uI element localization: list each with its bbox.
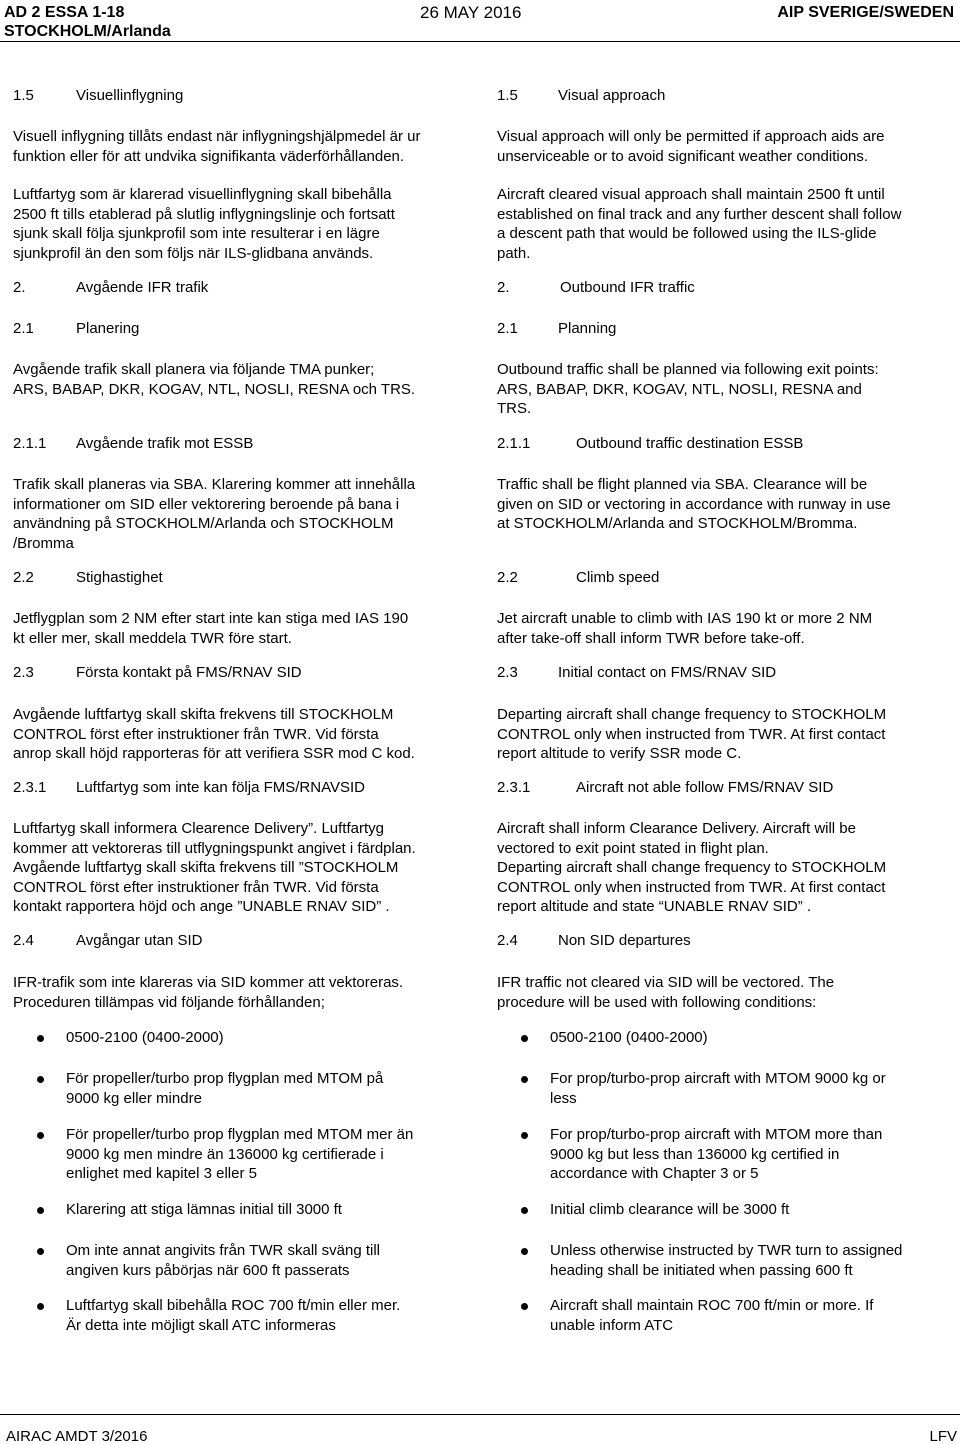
section-title: Aircraft not able follow FMS/RNAV SID bbox=[576, 779, 834, 796]
section-title: Första kontakt på FMS/RNAV SID bbox=[76, 664, 302, 681]
text-line: Avgående luftfartyg skall skifta frekvens till ”STOCKHOLM bbox=[13, 859, 399, 876]
section-number: 2.2 bbox=[497, 569, 518, 586]
text-line: 2500 ft tills etablerad på slutlig inflygningslinje och fortsatt bbox=[13, 205, 395, 223]
text-line: a descent path that would be followed using the ILS-glide bbox=[497, 225, 877, 242]
paragraph-not-able-follow bbox=[497, 819, 957, 917]
bullet-dot-icon bbox=[37, 1132, 44, 1139]
section-title: Visual approach bbox=[558, 87, 666, 104]
text-line: enlighet med kapitel 3 eller 5 bbox=[66, 1165, 257, 1182]
text-line: angiven kurs påbörjas när 600 ft passerats bbox=[66, 1261, 350, 1279]
section-number: 2.3 bbox=[13, 664, 34, 681]
text-line: funktion eller för att undvika signifikanta väderförhållanden. bbox=[13, 147, 405, 165]
text-line: kt eller mer, skall meddela TWR före start. bbox=[13, 629, 292, 647]
bullet-dot-icon bbox=[37, 1303, 44, 1310]
section-title: Visuellinflygning bbox=[76, 87, 184, 104]
bullet-text bbox=[66, 1069, 383, 1108]
text-line: CONTROL först efter instruktioner från TWR. Vid första bbox=[13, 725, 379, 743]
text-line: CONTROL only when instructed from TWR. At first contact bbox=[497, 725, 886, 743]
bullet-dot-icon bbox=[521, 1303, 528, 1310]
text-line: Klarering att stiga lämnas initial till 3000 ft bbox=[66, 1201, 342, 1218]
section-heading-2-3-1 bbox=[497, 778, 957, 798]
paragraph-planning bbox=[13, 360, 473, 399]
publisher-name: AIP SVERIGE/SWEDEN bbox=[777, 4, 954, 21]
paragraph-non-sid bbox=[13, 973, 473, 1012]
section-heading-2-1 bbox=[13, 319, 473, 339]
section-title: Avgående IFR trafik bbox=[76, 279, 209, 296]
text-line: För propeller/turbo prop flygplan med MTOM mer än bbox=[66, 1126, 414, 1143]
text-line: IFR traffic not cleared via SID will be vectored. The bbox=[497, 974, 835, 991]
text-line: accordance with Chapter 3 or 5 bbox=[550, 1165, 759, 1182]
text-line: ARS, BABAP, DKR, KOGAV, NTL, NOSLI, RESNA och TRS. bbox=[13, 380, 416, 398]
bullet-dot-icon bbox=[37, 1248, 44, 1255]
text-line: unable inform ATC bbox=[550, 1316, 674, 1334]
section-heading-2 bbox=[13, 278, 473, 298]
text-line: Visuell inflygning tillåts endast när inflygningshjälpmedel är ur bbox=[13, 128, 421, 145]
bullet-text bbox=[66, 1028, 224, 1048]
section-number: 1.5 bbox=[13, 87, 34, 104]
section-number: 2.4 bbox=[497, 932, 518, 949]
section-heading-2-1-1 bbox=[13, 434, 473, 454]
text-line: Jet aircraft unable to climb with IAS 190 kt or more 2 NM bbox=[497, 610, 873, 627]
section-number: 2.1 bbox=[13, 320, 34, 337]
text-line: report altitude to verify SSR mode C. bbox=[497, 745, 742, 762]
text-line: Outbound traffic shall be planned via following exit points: bbox=[497, 361, 879, 378]
text-line: kommer att vektoreras till utflygningspunkt angivet i färdplan. bbox=[13, 839, 416, 857]
section-heading-2-2 bbox=[13, 568, 473, 588]
page-footer bbox=[0, 1414, 960, 1444]
text-line: Avgående luftfartyg skall skifta frekvens till STOCKHOLM bbox=[13, 706, 394, 723]
bullet-text bbox=[550, 1296, 873, 1335]
text-line: kontakt rapportera höjd och ange ”UNABLE RNAV SID” . bbox=[13, 898, 390, 915]
section-number: 2. bbox=[497, 279, 510, 296]
header-left bbox=[4, 3, 171, 41]
text-line: For prop/turbo-prop aircraft with MTOM 9000 kg or bbox=[550, 1070, 886, 1087]
section-title: Stighastighet bbox=[76, 569, 163, 586]
doc-id: AD 2 ESSA 1-18 bbox=[4, 4, 125, 21]
bullet-dot-icon bbox=[521, 1076, 528, 1083]
bullet-dot-icon bbox=[521, 1207, 528, 1214]
section-number: 2.3.1 bbox=[497, 779, 531, 796]
text-line: unserviceable or to avoid significant weather conditions. bbox=[497, 147, 869, 165]
section-number: 2.1.1 bbox=[13, 435, 47, 452]
text-line: sjunkprofil än den som följs när ILS-glidbana används. bbox=[13, 244, 374, 262]
text-line: Departing aircraft shall change frequency to STOCKHOLM bbox=[497, 706, 887, 723]
section-number: 2.3.1 bbox=[13, 779, 47, 796]
section-heading-1-5 bbox=[497, 86, 957, 106]
text-line: Luftfartyg skall bibehålla ROC 700 ft/min eller mer. bbox=[66, 1297, 401, 1314]
section-title: Outbound IFR traffic bbox=[560, 279, 695, 296]
text-line: Traffic shall be flight planned via SBA. Clearance will be bbox=[497, 476, 868, 493]
section-heading-2-3 bbox=[13, 663, 473, 683]
bullet-text bbox=[66, 1241, 380, 1280]
text-line: Luftfartyg skall informera Clearence Delivery”. Luftfartyg bbox=[13, 820, 384, 837]
bullet-text bbox=[66, 1125, 413, 1184]
text-line: after take-off shall inform TWR before take-off. bbox=[497, 629, 805, 647]
section-heading-2-1 bbox=[497, 319, 957, 339]
section-title: Planering bbox=[76, 320, 140, 337]
bullet-dot-icon bbox=[37, 1207, 44, 1214]
text-line: vectored to exit point stated in flight plan. bbox=[497, 839, 769, 857]
section-title: Non SID departures bbox=[558, 932, 691, 949]
text-line: Aircraft shall inform Clearance Delivery. Aircraft will be bbox=[497, 820, 856, 837]
bullet-text bbox=[550, 1200, 789, 1220]
paragraph-visual-approach-2 bbox=[13, 185, 473, 263]
section-number: 2.3 bbox=[497, 664, 518, 681]
section-number: 1.5 bbox=[497, 87, 518, 104]
section-heading-2 bbox=[497, 278, 957, 298]
section-title: Initial contact on FMS/RNAV SID bbox=[558, 664, 777, 681]
bullet-dot-icon bbox=[521, 1248, 528, 1255]
text-line: Jetflygplan som 2 NM efter start inte kan stiga med IAS 190 bbox=[13, 610, 409, 627]
paragraph-essb bbox=[497, 475, 957, 534]
text-line: CONTROL only when instructed from TWR. At first contact bbox=[497, 878, 886, 896]
text-line: För propeller/turbo prop flygplan med MTOM på bbox=[66, 1070, 384, 1087]
text-line: 9000 kg eller mindre bbox=[66, 1089, 202, 1107]
header-divider bbox=[0, 41, 960, 42]
text-line: Luftfartyg som är klarerad visuellinflygning skall bibehålla bbox=[13, 186, 392, 203]
page-header bbox=[0, 0, 960, 42]
text-line: 9000 kg men mindre än 136000 kg certifierade i bbox=[66, 1145, 384, 1163]
bullet-dot-icon bbox=[521, 1035, 528, 1042]
paragraph-visual-approach-1 bbox=[13, 127, 473, 166]
text-line: For prop/turbo-prop aircraft with MTOM more than bbox=[550, 1126, 883, 1143]
section-heading-2-2 bbox=[497, 568, 957, 588]
section-title: Climb speed bbox=[576, 569, 660, 586]
text-line: report altitude and state “UNABLE RNAV SID” . bbox=[497, 898, 812, 915]
text-line: Aircraft cleared visual approach shall maintain 2500 ft until bbox=[497, 186, 885, 203]
text-line: informationer om SID eller vektorering beroende på bana i bbox=[13, 495, 400, 513]
paragraph-climb-speed bbox=[13, 609, 473, 648]
bullet-dot-icon bbox=[521, 1132, 528, 1139]
section-heading-2-4 bbox=[13, 931, 473, 951]
text-line: Unless otherwise instructed by TWR turn to assigned bbox=[550, 1242, 903, 1259]
paragraph-visual-approach-1 bbox=[497, 127, 957, 166]
text-line: established on final track and any further descent shall follow bbox=[497, 205, 902, 223]
text-line: Är detta inte möjligt skall ATC informeras bbox=[66, 1316, 336, 1334]
section-number: 2.4 bbox=[13, 932, 34, 949]
paragraph-not-able-follow bbox=[13, 819, 473, 917]
text-line: Avgående trafik skall planera via följande TMA punker; bbox=[13, 361, 375, 378]
section-title: Avgående trafik mot ESSB bbox=[76, 435, 254, 452]
agency-label: LFV bbox=[929, 1428, 957, 1445]
text-line: given on SID or vectoring in accordance with runway in use bbox=[497, 495, 891, 513]
location-name: STOCKHOLM/Arlanda bbox=[4, 23, 171, 40]
paragraph-initial-contact bbox=[497, 705, 957, 764]
section-title: Avgångar utan SID bbox=[76, 932, 203, 949]
bullet-text bbox=[550, 1069, 886, 1108]
text-line: procedure will be used with following conditions: bbox=[497, 993, 817, 1011]
text-line: användning på STOCKHOLM/Arlanda och STOCKHOLM bbox=[13, 515, 394, 532]
text-line: Proceduren tillämpas vid följande förhållanden; bbox=[13, 993, 325, 1011]
text-line: heading shall be initiated when passing 600 ft bbox=[550, 1261, 853, 1279]
amendment-label: AIRAC AMDT 3/2016 bbox=[6, 1428, 148, 1445]
text-line: Aircraft shall maintain ROC 700 ft/min or more. If bbox=[550, 1297, 874, 1314]
section-heading-2-3-1 bbox=[13, 778, 473, 798]
bullet-text bbox=[550, 1125, 882, 1184]
text-line: Initial climb clearance will be 3000 ft bbox=[550, 1201, 790, 1218]
text-line: Om inte annat angivits från TWR skall sväng till bbox=[66, 1242, 381, 1259]
text-line: /Bromma bbox=[13, 534, 74, 552]
section-title: Outbound traffic destination ESSB bbox=[576, 435, 804, 452]
section-number: 2.1.1 bbox=[497, 435, 531, 452]
text-line: Visual approach will only be permitted if approach aids are bbox=[497, 128, 885, 145]
bullet-text bbox=[66, 1296, 400, 1335]
paragraph-visual-approach-2 bbox=[497, 185, 957, 263]
section-heading-1-5 bbox=[13, 86, 473, 106]
bullet-text bbox=[550, 1028, 708, 1048]
text-line: path. bbox=[497, 244, 531, 262]
paragraph-planning bbox=[497, 360, 957, 419]
bullet-text bbox=[550, 1241, 902, 1280]
publication-date: 26 MAY 2016 bbox=[420, 3, 522, 22]
section-title: Planning bbox=[558, 320, 617, 337]
text-line: 0500-2100 (0400-2000) bbox=[550, 1029, 708, 1046]
text-line: sjunk skall följa sjunkprofil som inte resulterar i en lägre bbox=[13, 225, 380, 242]
bullet-dot-icon bbox=[37, 1076, 44, 1083]
text-line: Departing aircraft shall change frequency to STOCKHOLM bbox=[497, 859, 887, 876]
section-title: Luftfartyg som inte kan följa FMS/RNAVSID bbox=[76, 779, 365, 796]
text-line: at STOCKHOLM/Arlanda and STOCKHOLM/Bromma. bbox=[497, 515, 858, 532]
text-line: IFR-trafik som inte klareras via SID kommer att vektoreras. bbox=[13, 974, 404, 991]
footer-divider bbox=[0, 1414, 960, 1415]
text-line: 0500-2100 (0400-2000) bbox=[66, 1029, 224, 1046]
paragraph-non-sid bbox=[497, 973, 957, 1012]
paragraph-initial-contact bbox=[13, 705, 473, 764]
section-heading-2-4 bbox=[497, 931, 957, 951]
bullet-dot-icon bbox=[37, 1035, 44, 1042]
bullet-text bbox=[66, 1200, 342, 1220]
section-heading-2-1-1 bbox=[497, 434, 957, 454]
section-number: 2.2 bbox=[13, 569, 34, 586]
paragraph-essb bbox=[13, 475, 473, 553]
text-line: CONTROL först efter instruktioner från TWR. Vid första bbox=[13, 878, 379, 896]
text-line: TRS. bbox=[497, 400, 532, 417]
paragraph-climb-speed bbox=[497, 609, 957, 648]
section-number: 2.1 bbox=[497, 320, 518, 337]
text-line: 9000 kg but less than 136000 kg certified in bbox=[550, 1145, 840, 1163]
section-heading-2-3 bbox=[497, 663, 957, 683]
text-line: anrop skall höjd rapporteras för att verifiera SSR mod C kod. bbox=[13, 745, 415, 762]
text-line: Trafik skall planeras via SBA. Klarering kommer att innehålla bbox=[13, 476, 416, 493]
section-number: 2. bbox=[13, 279, 26, 296]
text-line: less bbox=[550, 1089, 577, 1107]
text-line: ARS, BABAP, DKR, KOGAV, NTL, NOSLI, RESNA and bbox=[497, 380, 862, 398]
